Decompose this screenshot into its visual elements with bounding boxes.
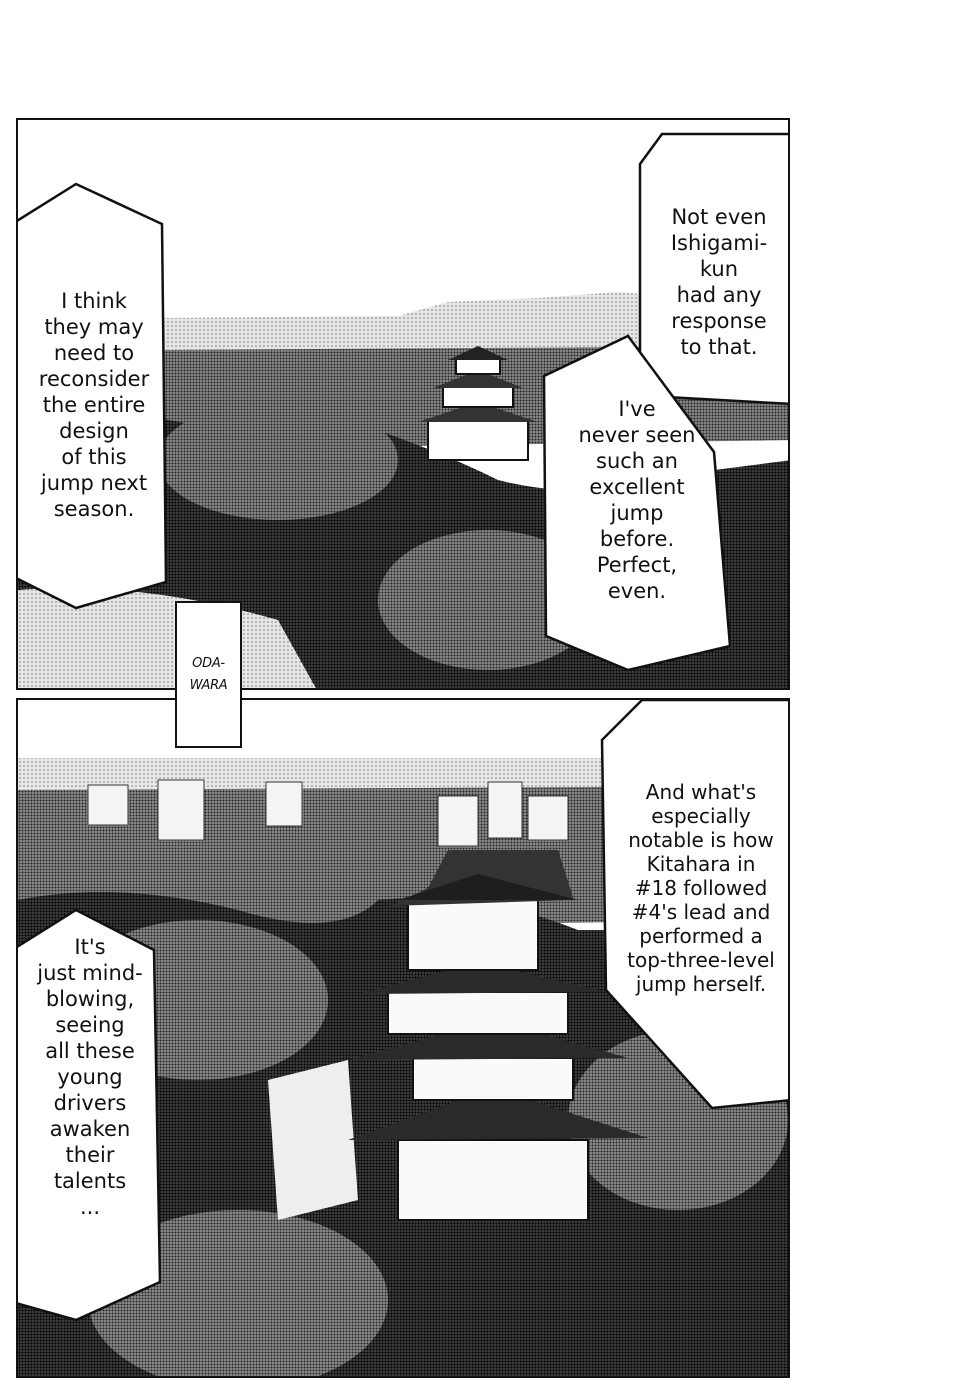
- bubble-line: response: [671, 309, 767, 333]
- bubble-line: ...: [79, 1195, 101, 1219]
- bubble-line: had any: [676, 283, 762, 307]
- bubble-line: even.: [607, 579, 667, 603]
- bubble-line: Not even: [671, 205, 767, 229]
- bubble-line: they may: [44, 315, 144, 339]
- speech-bubble: [18, 184, 170, 608]
- bubble-line: blowing,: [45, 987, 135, 1011]
- bubble-line: jump herself.: [635, 972, 767, 996]
- bubble-line: design: [59, 419, 129, 443]
- bubble-line: notable is how: [628, 828, 774, 852]
- bubble-line: seeing: [55, 1013, 125, 1037]
- bubble-line: all these: [45, 1039, 135, 1063]
- bubble-line: And what's: [645, 780, 757, 804]
- panel-top: [16, 118, 790, 690]
- panel-bottom: [16, 698, 790, 1378]
- bubble-line: their: [65, 1143, 115, 1167]
- bubble-line: young: [57, 1065, 123, 1089]
- bubble-line: such an: [596, 449, 678, 473]
- bubble-line: season.: [53, 497, 135, 521]
- bubble-line: I think: [61, 289, 127, 313]
- bubble-line: to that.: [680, 335, 758, 359]
- bubble-line: #4's lead and: [631, 900, 771, 924]
- bubble-line: Perfect,: [596, 553, 678, 577]
- location-caption: [175, 601, 242, 748]
- caption-line: ODA-: [192, 655, 225, 671]
- speech-bubble: [18, 910, 162, 1320]
- bubble-line: excellent: [589, 475, 685, 499]
- bubble-line: of this: [61, 445, 127, 469]
- bubble-line: especially: [651, 804, 751, 828]
- bubble-line: drivers: [53, 1091, 127, 1115]
- bubble-line: performed a: [639, 924, 763, 948]
- bubble-line: before.: [599, 527, 675, 551]
- bubble-line: #18 followed: [634, 876, 768, 900]
- bubble-line: top-three-level: [627, 948, 775, 972]
- speech-bubble: [602, 700, 790, 1108]
- bubble-line: It's: [74, 935, 106, 959]
- bubble-line: kun: [699, 257, 739, 281]
- bubble-line: talents: [53, 1169, 127, 1193]
- bubble-line: Ishigami-: [670, 231, 768, 255]
- caption-line: WARA: [189, 677, 228, 693]
- bubble-line: never seen: [578, 423, 696, 447]
- speech-bubble: [544, 336, 730, 670]
- bubble-line: just mind-: [37, 961, 143, 985]
- bubble-line: jump next: [40, 471, 148, 495]
- bubble-line: jump: [610, 501, 664, 525]
- bubble-line: reconsider: [38, 367, 150, 391]
- bubble-line: need to: [53, 341, 135, 365]
- bubble-line: awaken: [49, 1117, 131, 1141]
- bubble-line: I've: [618, 397, 656, 421]
- bubble-line: the entire: [42, 393, 146, 417]
- bubble-line: Kitahara in: [646, 852, 756, 876]
